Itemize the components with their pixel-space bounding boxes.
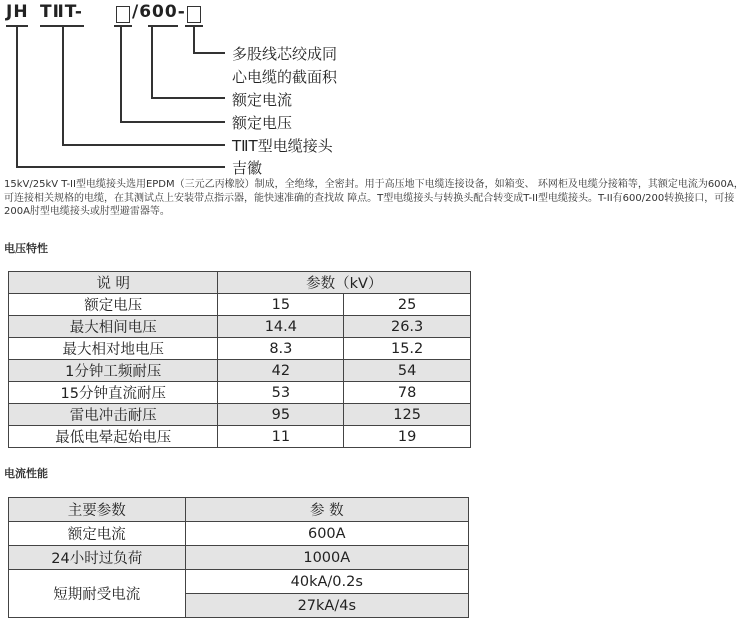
- table-row: [9, 570, 469, 594]
- label-rated-current: 额定电流: [232, 91, 293, 109]
- label-rated-voltage: 额定电压: [232, 114, 293, 132]
- table-row: [9, 360, 471, 382]
- row-value: 1000A: [185, 546, 468, 570]
- leader-v-2: [151, 26, 153, 98]
- product-description: 15kV/25kV T-II型电缆接头选用EPDM（三元乙丙橡胶）制成，全绝缘，全密封。用于高压地下电缆连接设备，如箱变、 环网柜及电缆分接箱等，其额定电流为600A，可连接相关规格的电缆，在其测试点上安装带点指示器，能快速准确的查找故 障点。T型电缆接头与转换头配合转变成T-II型电缆接头。T-II有600/200转换接口，可接200A肘型电缆接头或肘型避雷器等。: [4, 179, 744, 217]
- code-box-2: [187, 6, 201, 23]
- table-row: [9, 294, 471, 316]
- code-slash600: /600-: [132, 2, 186, 22]
- code-jh: JH: [6, 2, 29, 22]
- row-label: 最低电晕起始电压: [9, 426, 218, 448]
- underline-600: [148, 25, 178, 27]
- leader-v-5: [16, 26, 18, 167]
- leader-h-1: [193, 52, 225, 54]
- row-value-15kv: 14.4: [218, 316, 344, 338]
- header-cell: 参 数: [185, 498, 468, 522]
- row-value-25kv: 15.2: [344, 338, 471, 360]
- table-row: [9, 426, 471, 448]
- leader-v-3: [120, 26, 122, 122]
- row-label: 1分钟工频耐压: [9, 360, 218, 382]
- underline-box-1: [114, 25, 132, 27]
- leader-h-3: [120, 121, 225, 123]
- voltage-table: [8, 271, 471, 448]
- row-label: 额定电压: [9, 294, 218, 316]
- row-value-15kv: 53: [218, 382, 344, 404]
- header-cell: 说 明: [9, 272, 218, 294]
- header-cell: 参数（kV）: [218, 272, 471, 294]
- voltage-section-title: 电压特性: [4, 242, 48, 255]
- row-value-25kv: 125: [344, 404, 471, 426]
- leader-h-4: [62, 144, 225, 146]
- row-value: 600A: [185, 522, 468, 546]
- row-label: 15分钟直流耐压: [9, 382, 218, 404]
- table-header-row: [9, 498, 469, 522]
- leader-h-5: [16, 166, 225, 168]
- table-row: [9, 546, 469, 570]
- row-value-15kv: 8.3: [218, 338, 344, 360]
- table-row: [9, 522, 469, 546]
- row-value-15kv: 15: [218, 294, 344, 316]
- row-value-25kv: 25: [344, 294, 471, 316]
- table-row: [9, 316, 471, 338]
- table-row: [9, 404, 471, 426]
- table-row: [9, 382, 471, 404]
- leader-v-1: [193, 26, 195, 53]
- row-value-25kv: 54: [344, 360, 471, 382]
- current-section-title: 电流性能: [4, 467, 48, 480]
- row-value-25kv: 19: [344, 426, 471, 448]
- row-label: 额定电流: [9, 522, 186, 546]
- row-value: 27kA/4s: [185, 594, 468, 618]
- label-cross-section-1: 多股线芯绞成同: [232, 45, 338, 63]
- label-connector-type: TⅡT型电缆接头: [232, 137, 333, 155]
- row-value: 40kA/0.2s: [185, 570, 468, 594]
- current-table: [8, 497, 469, 618]
- code-box-1: [116, 6, 130, 23]
- header-cell: 主要参数: [9, 498, 186, 522]
- leader-h-2: [151, 97, 225, 99]
- model-code-diagram: [0, 0, 400, 180]
- code-tiit: TⅡT-: [40, 2, 83, 22]
- row-label: 雷电冲击耐压: [9, 404, 218, 426]
- row-value-15kv: 42: [218, 360, 344, 382]
- row-value-15kv: 95: [218, 404, 344, 426]
- row-label: 短期耐受电流: [9, 570, 186, 618]
- leader-v-4: [62, 26, 64, 145]
- row-value-25kv: 26.3: [344, 316, 471, 338]
- table-row: [9, 338, 471, 360]
- label-brand: 吉徽: [232, 159, 263, 177]
- row-label: 最大相对地电压: [9, 338, 218, 360]
- table-header-row: [9, 272, 471, 294]
- row-value-25kv: 78: [344, 382, 471, 404]
- row-label: 24小时过负荷: [9, 546, 186, 570]
- label-cross-section-2: 心电缆的截面积: [232, 68, 338, 86]
- row-label: 最大相间电压: [9, 316, 218, 338]
- row-value-15kv: 11: [218, 426, 344, 448]
